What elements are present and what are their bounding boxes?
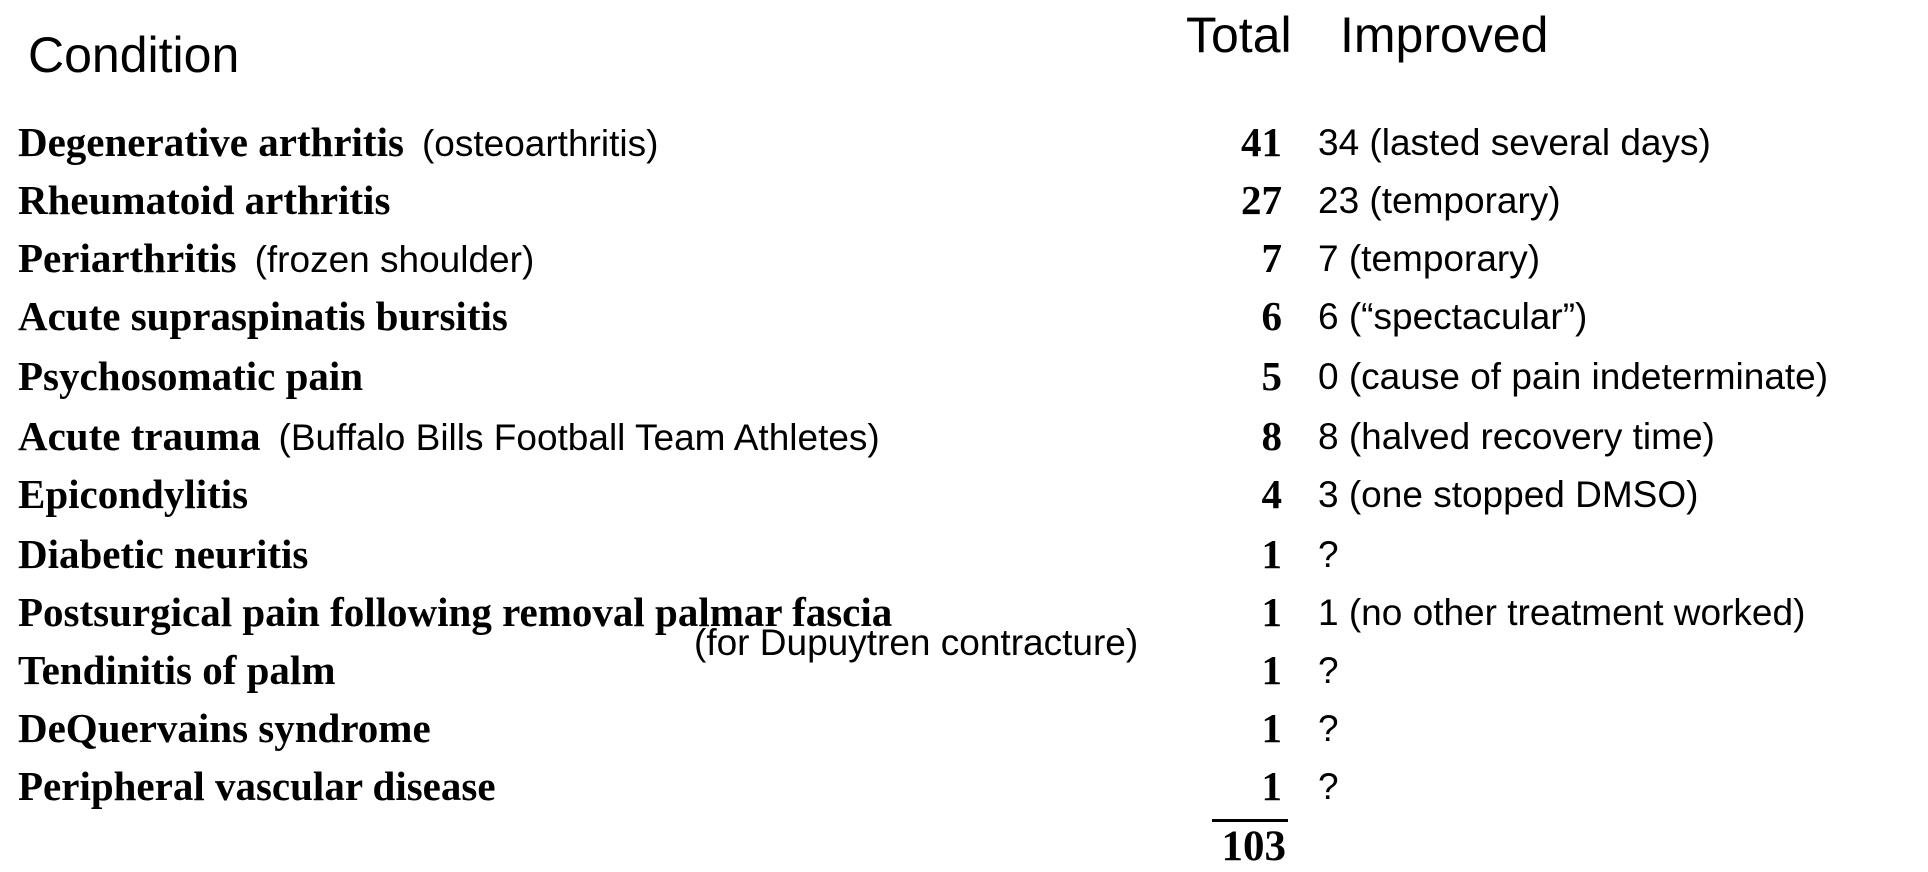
condition-name: Peripheral vascular disease <box>18 763 496 809</box>
table-row <box>0 762 1928 822</box>
table-row <box>0 176 1928 236</box>
improved-value: 23 (temporary) <box>1318 180 1561 221</box>
improved-value: 7 (temporary) <box>1318 238 1541 279</box>
condition-name: Periarthritis <box>18 235 237 281</box>
table-row <box>0 118 1928 178</box>
improved-value: 0 (cause of pain indeterminate) <box>1318 356 1829 397</box>
improved-value: 1 (no other treatment worked) <box>1318 592 1806 633</box>
table-row <box>0 292 1928 352</box>
table-row <box>0 234 1928 294</box>
improved-value: 34 (lasted several days) <box>1318 122 1711 163</box>
table-row <box>0 704 1928 764</box>
condition-name: Postsurgical pain following removal palmar fascia <box>18 589 893 635</box>
condition-name: Rheumatoid arthritis <box>18 177 391 223</box>
table-row <box>0 646 1928 706</box>
condition-name: Degenerative arthritis <box>18 119 404 165</box>
header-total: Total <box>1186 7 1292 63</box>
table-row <box>0 470 1928 530</box>
total-value: 7 <box>1261 235 1282 281</box>
condition-name: Diabetic neuritis <box>18 531 309 577</box>
sum-total: 103 <box>1221 823 1286 870</box>
total-value: 6 <box>1261 293 1282 339</box>
total-value: 1 <box>1261 763 1282 809</box>
condition-subnote: (for Dupuytren contracture) <box>694 622 1139 663</box>
total-value: 1 <box>1261 705 1282 751</box>
total-value: 41 <box>1241 119 1282 165</box>
header-improved: Improved <box>1340 7 1549 63</box>
total-value: 1 <box>1261 647 1282 693</box>
condition-name: Psychosomatic pain <box>18 353 364 399</box>
improved-value: ? <box>1318 534 1339 575</box>
improved-value: 8 (halved recovery time) <box>1318 416 1715 457</box>
total-value: 1 <box>1261 531 1282 577</box>
condition-name: Acute supraspinatis bursitis <box>18 293 508 339</box>
total-value: 1 <box>1261 589 1282 635</box>
condition-note: (osteoarthritis) <box>421 123 659 164</box>
condition-note: (frozen shoulder) <box>254 239 535 280</box>
condition-name: Acute trauma <box>18 413 261 459</box>
total-value: 4 <box>1261 471 1282 517</box>
table-row <box>0 352 1928 412</box>
condition-name: Tendinitis of palm <box>18 647 336 693</box>
total-value: 5 <box>1261 353 1282 399</box>
table-row <box>0 412 1928 472</box>
improved-value: 6 (“spectacular”) <box>1318 296 1588 337</box>
total-value: 27 <box>1241 177 1282 223</box>
improved-value: 3 (one stopped DMSO) <box>1318 474 1699 515</box>
improved-value: ? <box>1318 650 1339 691</box>
table-row <box>0 530 1928 590</box>
condition-name: DeQuervains syndrome <box>18 705 431 751</box>
header-condition: Condition <box>28 27 240 83</box>
improved-value: ? <box>1318 708 1339 749</box>
condition-note: (Buffalo Bills Football Team Athletes) <box>278 417 880 458</box>
improved-value: ? <box>1318 766 1339 807</box>
total-value: 8 <box>1261 413 1282 459</box>
condition-name: Epicondylitis <box>18 471 249 517</box>
